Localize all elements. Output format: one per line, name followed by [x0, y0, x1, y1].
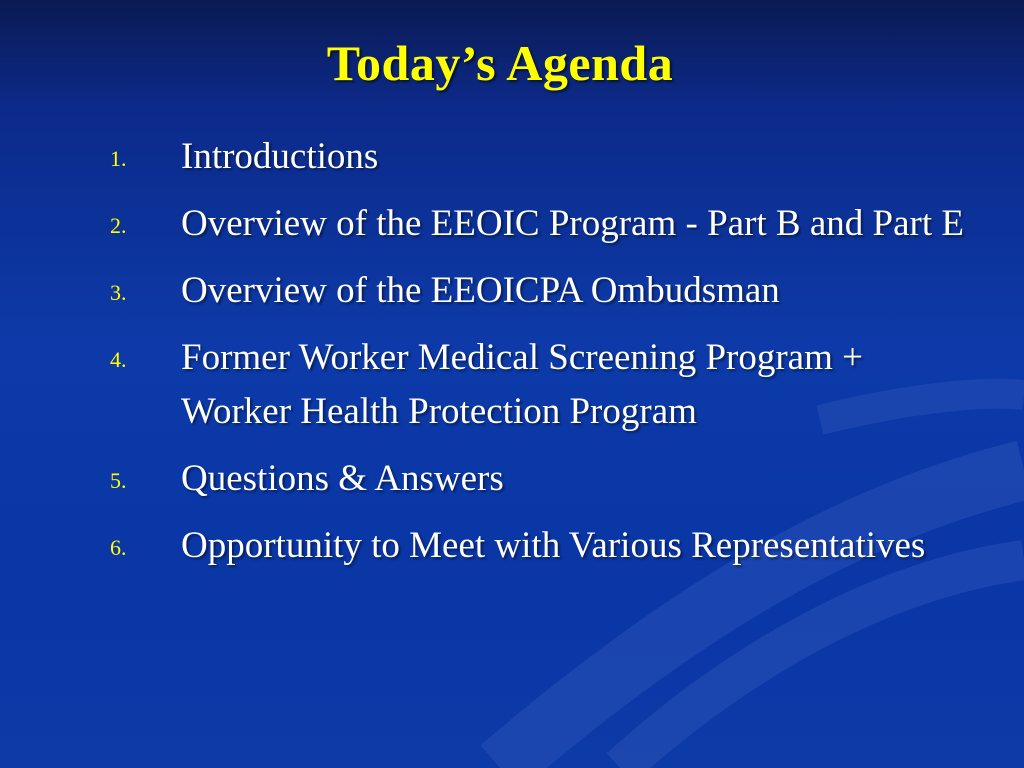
agenda-item-number: 2. [110, 213, 127, 238]
agenda-item [110, 519, 970, 573]
agenda-item-text: Opportunity to Meet with Various Representatives [181, 525, 926, 566]
agenda-item [110, 130, 970, 184]
agenda-item-number: 1. [110, 146, 127, 171]
agenda-item-number: 6. [110, 535, 127, 560]
agenda-item [110, 452, 970, 506]
agenda-item [110, 197, 970, 251]
agenda-list [110, 130, 970, 586]
agenda-item-number: 5. [110, 468, 127, 493]
agenda-item [110, 264, 970, 318]
agenda-item-text: Questions & Answers [181, 458, 504, 499]
agenda-item-text: Overview of the EEOICPA Ombudsman [181, 270, 780, 311]
agenda-item-text: Introductions [181, 136, 379, 177]
slide-title: Today’s Agenda [326, 35, 674, 91]
agenda-item-text: Former Worker Medical Screening Program + Worker Health Protection Program [181, 337, 863, 432]
agenda-item-number: 3. [110, 280, 127, 305]
agenda-item [110, 331, 970, 439]
agenda-item-number: 4. [110, 347, 127, 372]
agenda-item-text: Overview of the EEOIC Program - Part B and Part E [181, 203, 964, 244]
